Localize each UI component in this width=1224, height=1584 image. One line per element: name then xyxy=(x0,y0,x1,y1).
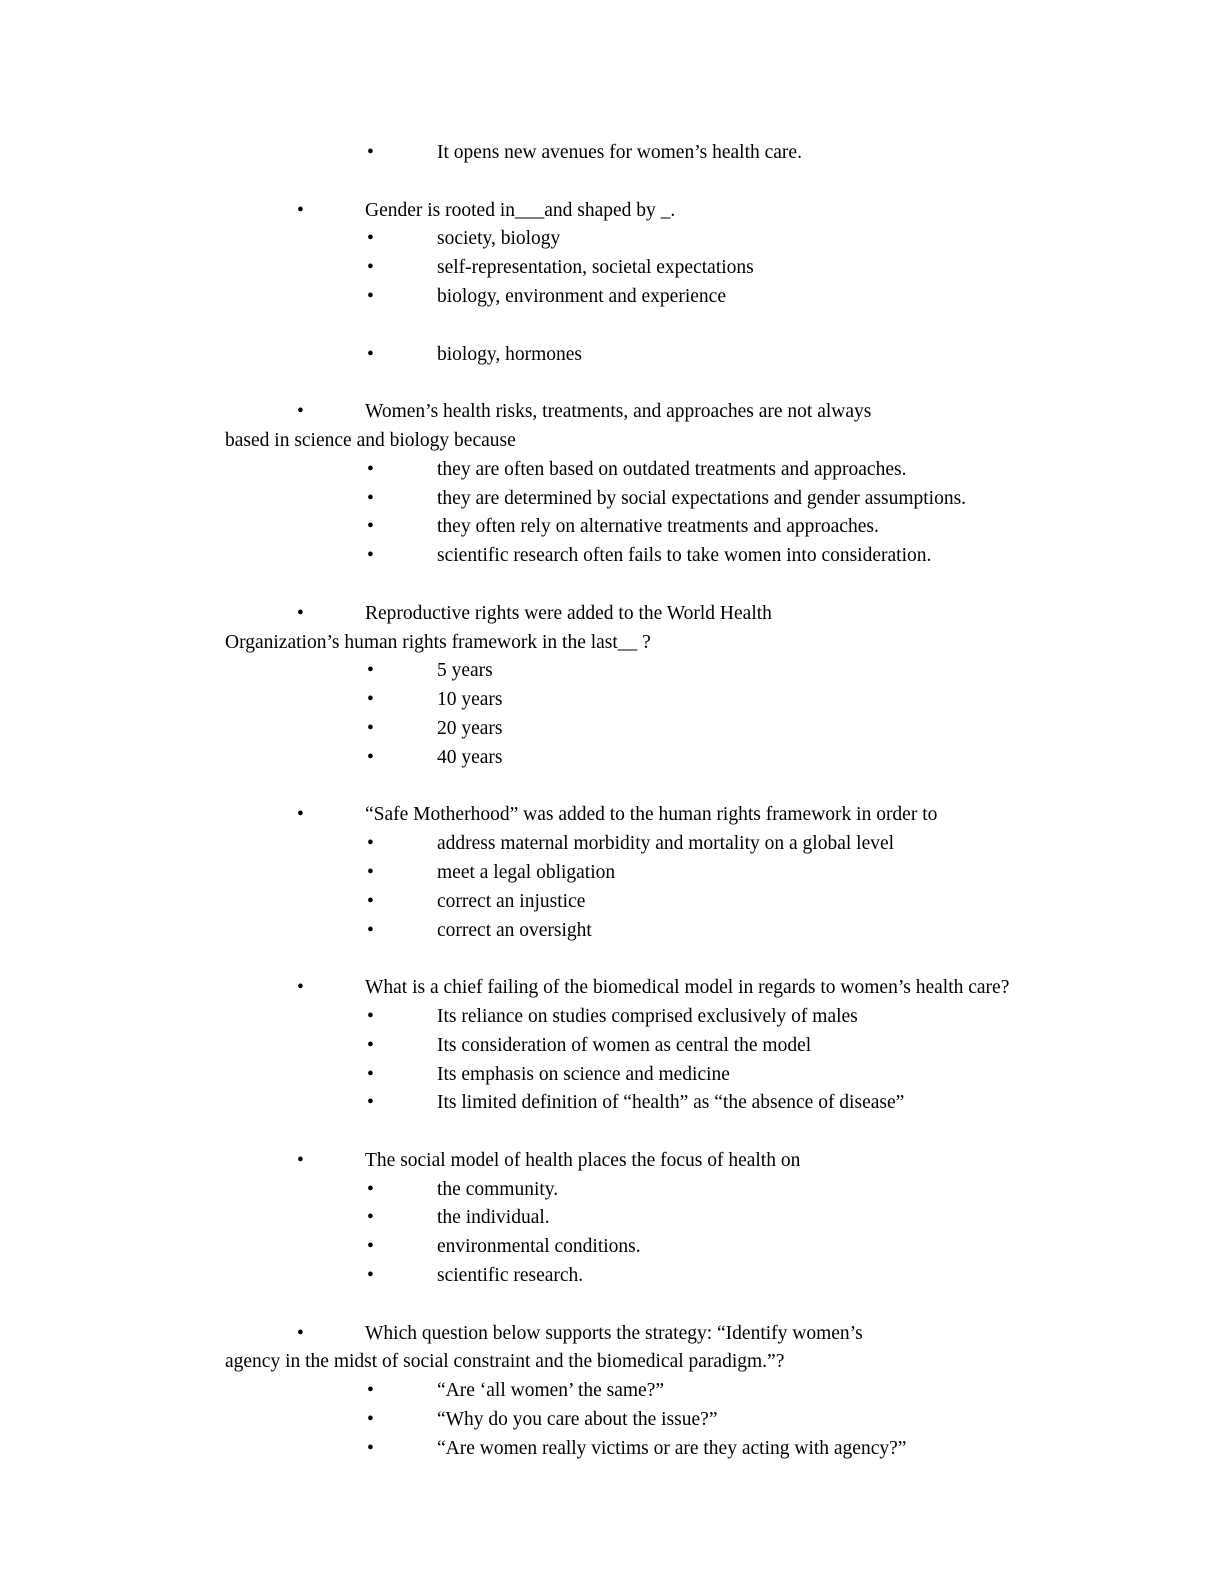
bullet-icon: • xyxy=(367,142,374,163)
option-text: Its consideration of women as central the model xyxy=(437,1034,812,1056)
bullet-icon: • xyxy=(367,890,374,912)
question-text: based in science and biology because xyxy=(225,429,516,451)
questions-container xyxy=(225,197,1194,1464)
bullet-icon: • xyxy=(367,1437,374,1459)
bullet-icon: • xyxy=(297,977,304,999)
option-line xyxy=(225,657,1194,686)
question-line xyxy=(225,1147,1194,1176)
question-block xyxy=(225,1320,1194,1464)
option-line xyxy=(225,1176,1194,1205)
option-text: 5 years xyxy=(437,660,493,682)
bullet-icon: • xyxy=(297,804,304,826)
question-line xyxy=(225,1320,1194,1349)
bullet-icon: • xyxy=(367,228,374,250)
option-line xyxy=(225,1089,1194,1118)
bullet-icon: • xyxy=(367,660,374,682)
option-text: Its reliance on studies comprised exclusively of males xyxy=(437,1005,858,1027)
question-block xyxy=(225,801,1194,945)
option-line xyxy=(225,456,1194,485)
option-line xyxy=(225,254,1194,283)
option-line xyxy=(225,715,1194,744)
question-text: The social model of health places the focus of health on xyxy=(365,1149,801,1171)
bullet-icon: • xyxy=(367,833,374,855)
bullet-icon: • xyxy=(297,1149,304,1171)
option-line xyxy=(225,341,1194,370)
bullet-icon: • xyxy=(367,1380,374,1402)
bullet-icon: • xyxy=(367,1409,374,1431)
bullet-icon: • xyxy=(367,545,374,567)
bullet-icon: • xyxy=(367,516,374,538)
option-line xyxy=(225,1003,1194,1032)
bullet-icon: • xyxy=(367,1092,374,1114)
option-text: they are often based on outdated treatments and approaches. xyxy=(437,458,907,480)
bullet-icon: • xyxy=(297,401,304,423)
question-block xyxy=(225,974,1194,1118)
option-text: scientific research often fails to take women into consideration. xyxy=(437,545,932,567)
option-line xyxy=(225,1233,1194,1262)
bullet-icon: • xyxy=(297,602,304,624)
option-text: Its emphasis on science and medicine xyxy=(437,1063,730,1085)
option-text: the individual. xyxy=(437,1207,550,1229)
option-line xyxy=(225,888,1194,917)
bullet-icon: • xyxy=(367,1034,374,1056)
option-line xyxy=(225,1377,1194,1406)
option-line xyxy=(225,485,1194,514)
bullet-icon: • xyxy=(367,285,374,307)
question-continuation-line xyxy=(225,1348,1194,1377)
question-text: “Safe Motherhood” was added to the human rights framework in order to xyxy=(365,804,938,826)
question-text: agency in the midst of social constraint and the biomedical paradigm.”? xyxy=(225,1351,785,1373)
option-line xyxy=(225,1435,1194,1464)
bullet-icon: • xyxy=(367,1005,374,1027)
question-block xyxy=(225,600,1194,773)
question-line xyxy=(225,801,1194,830)
question-block xyxy=(225,197,1194,370)
bullet-icon: • xyxy=(367,343,374,365)
bullet-icon: • xyxy=(367,487,374,509)
question-continuation-line xyxy=(225,629,1194,658)
bullet-icon: • xyxy=(367,1063,374,1085)
option-line xyxy=(225,1204,1194,1233)
bullet-icon: • xyxy=(367,458,374,480)
question-text: Reproductive rights were added to the World Health xyxy=(365,602,772,624)
option-text: Its limited definition of “health” as “the absence of disease” xyxy=(437,1092,905,1114)
option-line xyxy=(225,859,1194,888)
option-text: 10 years xyxy=(437,689,503,711)
option-text: the community. xyxy=(437,1178,559,1200)
bullet-icon: • xyxy=(367,1207,374,1229)
blank-line xyxy=(225,312,1194,341)
option-text: 40 years xyxy=(437,746,503,768)
option-line xyxy=(225,513,1194,542)
question-text: What is a chief failing of the biomedical model in regards to women’s health care? xyxy=(365,977,1010,999)
option-text: “Are women really victims or are they acting with agency?” xyxy=(437,1437,907,1459)
option-text: they often rely on alternative treatments and approaches. xyxy=(437,516,879,538)
question-text: Which question below supports the strategy: “Identify women’s xyxy=(365,1322,863,1344)
bullet-icon: • xyxy=(367,689,374,711)
option-line xyxy=(225,830,1194,859)
orphan-option-line xyxy=(225,139,1194,168)
option-text: they are determined by social expectations and gender assumptions. xyxy=(437,487,967,509)
option-line xyxy=(225,1061,1194,1090)
option-text: environmental conditions. xyxy=(437,1236,641,1258)
option-line xyxy=(225,225,1194,254)
option-line xyxy=(225,1032,1194,1061)
bullet-icon: • xyxy=(367,1178,374,1200)
question-block xyxy=(225,1147,1194,1291)
bullet-icon: • xyxy=(367,257,374,279)
bullet-icon: • xyxy=(367,746,374,768)
bullet-icon: • xyxy=(367,1236,374,1258)
question-block xyxy=(225,398,1194,571)
option-line xyxy=(225,542,1194,571)
option-line xyxy=(225,917,1194,946)
question-text: Organization’s human rights framework in the last__ ? xyxy=(225,631,651,653)
option-line xyxy=(225,744,1194,773)
option-text: biology, hormones xyxy=(437,343,582,365)
question-line xyxy=(225,197,1194,226)
option-line xyxy=(225,1262,1194,1291)
option-line xyxy=(225,283,1194,312)
option-text: “Why do you care about the issue?” xyxy=(437,1409,718,1431)
option-text: address maternal morbidity and mortality on a global level xyxy=(437,833,895,855)
option-line xyxy=(225,686,1194,715)
question-line xyxy=(225,974,1194,1003)
bullet-icon: • xyxy=(367,717,374,739)
option-text: society, biology xyxy=(437,228,561,250)
question-text: Women’s health risks, treatments, and approaches are not always xyxy=(365,401,872,423)
question-line xyxy=(225,398,1194,427)
option-text: scientific research. xyxy=(437,1265,584,1287)
option-text: 20 years xyxy=(437,717,503,739)
option-text: “Are ‘all women’ the same?” xyxy=(437,1380,665,1402)
option-text: correct an oversight xyxy=(437,919,592,941)
question-line xyxy=(225,600,1194,629)
question-text: Gender is rooted in___and shaped by _. xyxy=(365,199,676,221)
option-text: correct an injustice xyxy=(437,890,586,912)
option-text: biology, environment and experience xyxy=(437,285,726,307)
option-text: meet a legal obligation xyxy=(437,861,616,883)
option-line xyxy=(225,1406,1194,1435)
bullet-icon: • xyxy=(367,861,374,883)
option-text: self-representation, societal expectations xyxy=(437,257,754,279)
bullet-icon: • xyxy=(367,1265,374,1287)
question-continuation-line xyxy=(225,427,1194,456)
bullet-icon: • xyxy=(297,1322,304,1344)
bullet-icon: • xyxy=(367,919,374,941)
bullet-icon: • xyxy=(297,199,304,221)
option-text: It opens new avenues for women’s health care. xyxy=(437,142,802,163)
